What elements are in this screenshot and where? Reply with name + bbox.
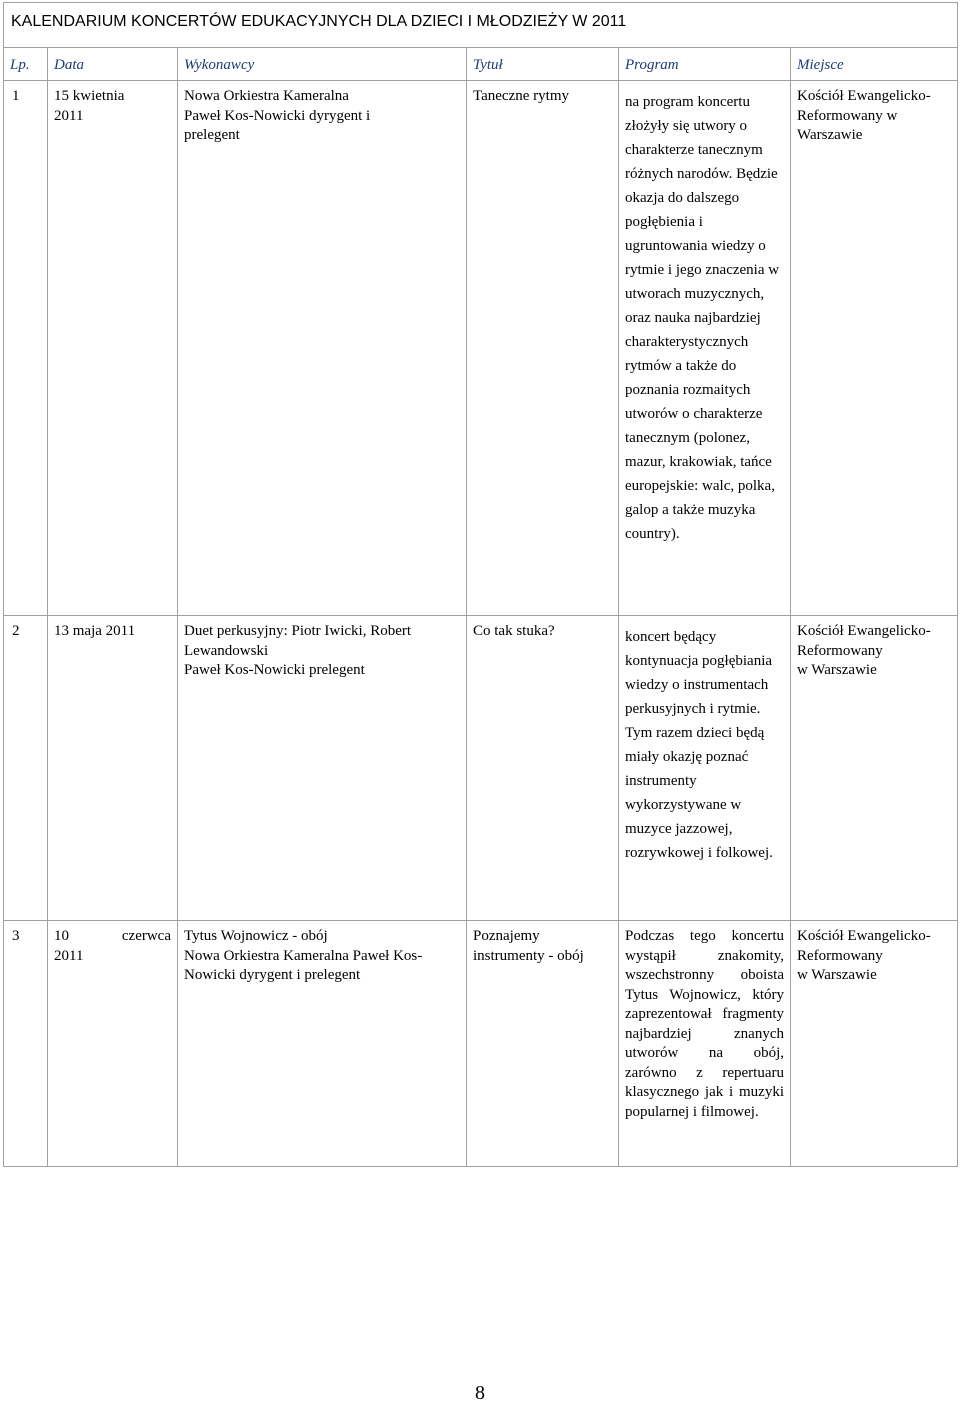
cell-date: 10 czerwca 2011 [48,921,178,1167]
cell-place: Kościół Ewangelicko- Reformowany w Warszawie [791,81,958,616]
header-program: Program [619,48,791,81]
cell-title: Taneczne rytmy [467,81,619,616]
cell-lp: 2 [4,616,48,921]
cell-lp: 1 [4,81,48,616]
header-row [4,48,958,81]
header-date: Data [48,48,178,81]
cell-title: Co tak stuka? [467,616,619,921]
table-title-cell [4,3,958,48]
table-row [4,81,958,616]
cell-date: 13 maja 2011 [48,616,178,921]
header-place: Miejsce [791,48,958,81]
cell-program: Podczas tego koncertu wystąpił znakomity, wszechstronny oboista Tytus Wojnowicz, który zaprezentował fragmenty najbardziej znanych utworów na obój, zarówno z repertuaru klasycznego jak i muzyki popularnej i filmowej. [619,921,791,1167]
cell-lp: 3 [4,921,48,1167]
cell-performers: Tytus Wojnowicz - obój Nowa Orkiestra Kameralna Paweł Kos-Nowicki dyrygent i prelegent [178,921,467,1167]
header-title: Tytuł [467,48,619,81]
cell-program: na program koncertu złożyły się utwory o charakterze tanecznym różnych narodów. Będzie okazja do dalszego pogłębienia i ugruntowania wiedzy o rytmie i jego znaczenia w utworach muzycznych, oraz nauka najbardziej charakterystycznych rytmów a także do poznania rozmaitych utworów o charakterze tanecznym (polonez, mazur, krakowiak, tańce europejskie: walc, polka, galop a także muzyka country). [619,81,791,616]
cell-performers: Duet perkusyjny: Piotr Iwicki, Robert Lewandowski Paweł Kos-Nowicki prelegent [178,616,467,921]
table-row [4,616,958,921]
cell-place: Kościół Ewangelicko- Reformowany w Warszawie [791,616,958,921]
cell-performers: Nowa Orkiestra Kameralna Paweł Kos-Nowicki dyrygent i prelegent [178,81,467,616]
document-title: KALENDARIUM KONCERTÓW EDUKACYJNYCH DLA DZIECI I MŁODZIEŻY W 2011 [11,13,627,30]
page-number: 8 [475,1382,485,1404]
cell-date: 15 kwietnia 2011 [48,81,178,616]
concert-calendar-table [3,2,958,1167]
header-lp: Lp. [4,48,48,81]
cell-program: koncert będący kontynuacja pogłębiania wiedzy o instrumentach perkusyjnych i rytmie. Tym razem dzieci będą miały okazję poznać instrumenty wykorzystywane w muzyce jazzowej, rozrywkowej i folkowej. [619,616,791,921]
header-performers: Wykonawcy [178,48,467,81]
cell-title: Poznajemy instrumenty - obój [467,921,619,1167]
table-row [4,921,958,1167]
cell-place: Kościół Ewangelicko- Reformowany w Warszawie [791,921,958,1167]
